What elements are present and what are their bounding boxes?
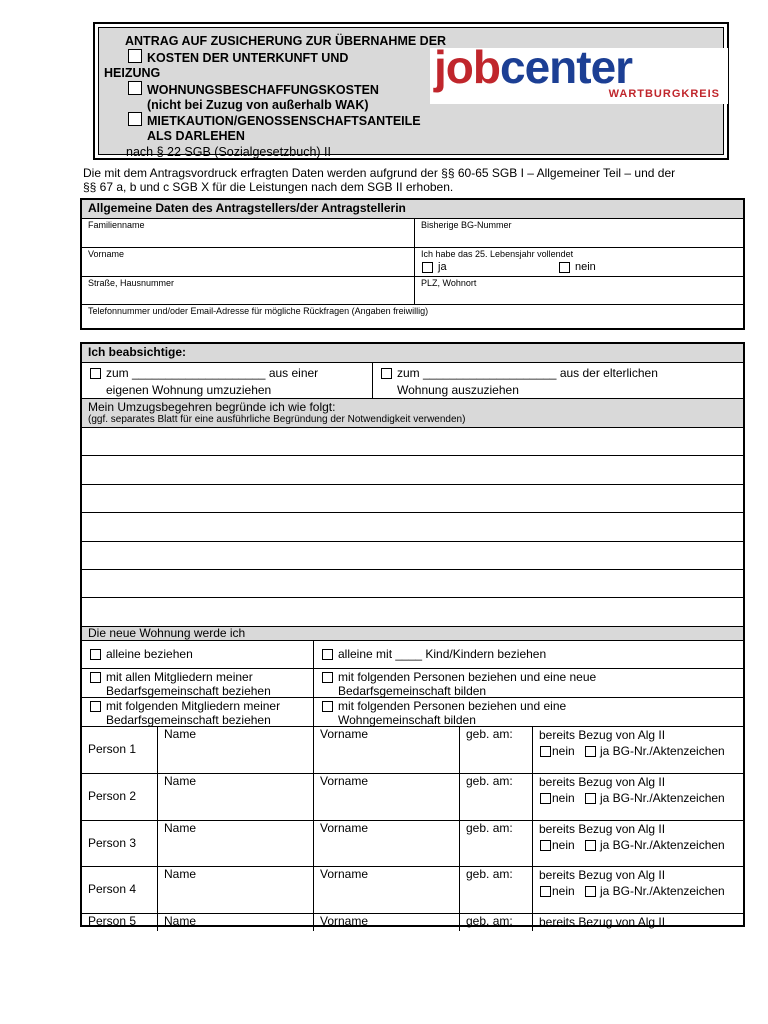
reason-line-5[interactable] xyxy=(82,542,743,570)
label-alleine: alleine beziehen xyxy=(106,647,193,662)
intent-title: Ich beabsichtige: xyxy=(82,344,743,363)
label-neue-bg-a: mit folgenden Personen beziehen und eine neue xyxy=(338,670,597,685)
option-alleine[interactable] xyxy=(82,641,313,668)
person-geb-field[interactable] xyxy=(459,821,532,866)
checkbox-age-ja[interactable] xyxy=(422,262,433,273)
checkbox-bezug-ja[interactable] xyxy=(585,746,596,757)
person-name-label: Name xyxy=(164,867,197,882)
row-familienname xyxy=(82,219,743,248)
intro-line-1: Die mit dem Antragsvordruck erfragten Daten werden aufgrund der §§ 60-65 SGB I – Allgemeiner Teil – und der xyxy=(83,166,676,180)
person-geb-field[interactable] xyxy=(459,914,532,931)
person-label: Person 5 xyxy=(88,914,137,929)
general-data-title: Allgemeine Daten des Antragstellers/der Antragstellerin xyxy=(82,200,743,219)
option-mietkaution: MIETKAUTION/GENOSSENSCHAFTSANTEILE xyxy=(147,114,421,128)
person-geb-label: geb. am: xyxy=(466,821,513,836)
checkbox-wohnungsbeschaffung[interactable] xyxy=(128,81,142,95)
person-name-label: Name xyxy=(164,821,197,836)
person-name-field[interactable] xyxy=(157,914,313,931)
field-strasse[interactable] xyxy=(82,277,414,304)
row-flat-options-1 xyxy=(82,641,743,669)
person-name-label: Name xyxy=(164,774,197,789)
person-bezug-label: bereits Bezug von Alg II xyxy=(539,728,666,743)
person-name-field[interactable] xyxy=(157,867,313,913)
person-name-field[interactable] xyxy=(157,821,313,866)
person-vorname-field[interactable] xyxy=(313,867,459,913)
person-label-cell xyxy=(82,727,157,773)
person-bezug-cell xyxy=(532,727,743,773)
label-familienname: Familienname xyxy=(88,220,145,230)
jobcenter-logo xyxy=(430,41,728,104)
label-age-ja: ja xyxy=(438,261,447,273)
person-vorname-field[interactable] xyxy=(313,727,459,773)
option-wohnungsbeschaffung-note: (nicht bei Zuzug von außerhalb WAK) xyxy=(147,98,369,112)
person-geb-label: geb. am: xyxy=(466,727,513,742)
person-geb-label: geb. am: xyxy=(466,914,513,929)
checkbox-elterliche-wohnung[interactable] xyxy=(381,368,392,379)
label-age-nein: nein xyxy=(575,261,596,273)
person-row xyxy=(82,867,743,914)
person-row xyxy=(82,774,743,821)
person-name-label: Name xyxy=(164,727,197,742)
legal-basis: nach § 22 SGB (Sozialgesetzbuch) II xyxy=(126,145,331,159)
field-familienname[interactable] xyxy=(82,219,414,247)
person-name-label: Name xyxy=(164,914,197,929)
person-label: Person 3 xyxy=(88,836,137,851)
person-bezug-label: bereits Bezug von Alg II xyxy=(539,775,666,790)
person-row xyxy=(82,821,743,867)
option-wohngemeinschaft[interactable] xyxy=(313,698,743,726)
checkbox-bezug-nein[interactable] xyxy=(540,886,551,897)
person-label: Person 4 xyxy=(88,882,137,897)
form-title: ANTRAG AUF ZUSICHERUNG ZUR ÜBERNAHME DER xyxy=(125,34,447,48)
person-label-cell xyxy=(82,867,157,913)
checkbox-wohngemeinschaft[interactable] xyxy=(322,701,333,712)
checkbox-mietkaution[interactable] xyxy=(128,112,142,126)
reason-line-6[interactable] xyxy=(82,570,743,598)
person-bezug-cell xyxy=(532,821,743,866)
option-darlehen: ALS DARLEHEN xyxy=(147,129,245,143)
field-plz[interactable] xyxy=(414,277,743,304)
row-reason-header xyxy=(82,399,743,428)
label-folgende-mitglieder-b: Bedarfsgemeinschaft beziehen xyxy=(106,713,271,728)
field-telefon[interactable] xyxy=(82,305,743,334)
reason-line-3[interactable] xyxy=(82,485,743,513)
person-vorname-field[interactable] xyxy=(313,914,459,931)
person-label: Person 1 xyxy=(88,742,137,757)
person-bezug-ja: ja BG-Nr./Aktenzeichen xyxy=(600,838,725,853)
person-bezug-nein: nein xyxy=(552,744,575,759)
person-vorname-field[interactable] xyxy=(313,821,459,866)
person-vorname-field[interactable] xyxy=(313,774,459,820)
person-vorname-label: Vorname xyxy=(320,774,369,789)
checkbox-folgende-mitglieder[interactable] xyxy=(90,701,101,712)
person-name-field[interactable] xyxy=(157,727,313,773)
person-bezug-label: bereits Bezug von Alg II xyxy=(539,868,666,883)
person-bezug-nein: nein xyxy=(552,838,575,853)
person-geb-label: geb. am: xyxy=(466,867,513,882)
option-neue-bg[interactable] xyxy=(313,669,743,697)
row-vorname xyxy=(82,248,743,277)
label-neue-bg-b: Bedarfsgemeinschaft bilden xyxy=(338,684,487,699)
person-bezug-ja: ja BG-Nr./Aktenzeichen xyxy=(600,791,725,806)
option-alleine-kinder[interactable] xyxy=(313,641,743,668)
intro-text xyxy=(83,166,743,194)
person-row xyxy=(82,914,743,931)
person-bezug-cell xyxy=(532,774,743,820)
person-bezug-ja: ja BG-Nr./Aktenzeichen xyxy=(600,884,725,899)
checkbox-bezug-nein[interactable] xyxy=(540,746,551,757)
person-bezug-label: bereits Bezug von Alg II xyxy=(539,915,666,930)
label-folgende-mitglieder-a: mit folgenden Mitgliedern meiner xyxy=(106,699,281,714)
person-vorname-label: Vorname xyxy=(320,867,369,882)
person-label: Person 2 xyxy=(88,789,137,804)
option-eigene-wohnung[interactable] xyxy=(82,363,372,398)
label-elterliche-wohnung-b: Wohnung auszuziehen xyxy=(397,383,519,397)
option-elterliche-wohnung[interactable] xyxy=(372,363,743,398)
label-elterliche-wohnung-a: zum ____________________ aus der elterlichen xyxy=(397,366,658,380)
field-age xyxy=(414,248,743,276)
checkbox-bezug-ja[interactable] xyxy=(585,886,596,897)
label-strasse: Straße, Hausnummer xyxy=(88,278,175,288)
option-heizung: HEIZUNG xyxy=(104,66,161,80)
label-plz: PLZ, Wohnort xyxy=(421,278,477,288)
checkbox-kosten-unterkunft[interactable] xyxy=(128,49,142,63)
checkbox-eigene-wohnung[interactable] xyxy=(90,368,101,379)
reason-line-4[interactable] xyxy=(82,513,743,541)
label-eigene-wohnung-a: zum ____________________ aus einer xyxy=(106,366,319,380)
person-row xyxy=(82,727,743,774)
option-wohnungsbeschaffung: WOHNUNGSBESCHAFFUNGSKOSTEN xyxy=(147,83,379,97)
person-geb-field[interactable] xyxy=(459,774,532,820)
checkbox-neue-bg[interactable] xyxy=(322,672,333,683)
person-bezug-cell xyxy=(532,914,743,931)
general-data-table xyxy=(80,198,745,330)
person-bezug-label: bereits Bezug von Alg II xyxy=(539,822,666,837)
checkbox-bezug-ja[interactable] xyxy=(585,840,596,851)
checkbox-age-nein[interactable] xyxy=(559,262,570,273)
option-alle-mitglieder[interactable] xyxy=(82,669,313,697)
label-wohngemeinschaft-b: Wohngemeinschaft bilden xyxy=(338,713,476,728)
intro-line-2: §§ 67 a, b und c SGB X für die Leistungen nach dem SGB II erhoben. xyxy=(83,180,454,194)
label-alle-mitglieder-b: Bedarfsgemeinschaft beziehen xyxy=(106,684,271,699)
label-vorname: Vorname xyxy=(88,249,125,259)
label-reason: Mein Umzugsbegehren begründe ich wie folgt: xyxy=(88,400,336,414)
persons-table xyxy=(82,727,743,931)
checkbox-alle-mitglieder[interactable] xyxy=(90,672,101,683)
person-bezug-cell xyxy=(532,867,743,913)
reason-line-7[interactable] xyxy=(82,598,743,627)
label-alle-mitglieder-a: mit allen Mitgliedern meiner xyxy=(106,670,253,685)
person-bezug-ja: ja BG-Nr./Aktenzeichen xyxy=(600,744,725,759)
form-header xyxy=(93,22,729,160)
person-vorname-label: Vorname xyxy=(320,914,369,929)
option-folgende-mitglieder[interactable] xyxy=(82,698,313,726)
checkbox-bezug-nein[interactable] xyxy=(540,840,551,851)
row-strasse xyxy=(82,277,743,305)
row-new-flat-header xyxy=(82,627,743,641)
logo-wordmark xyxy=(434,40,632,94)
person-bezug-nein: nein xyxy=(552,791,575,806)
person-label-cell xyxy=(82,821,157,866)
person-name-field[interactable] xyxy=(157,774,313,820)
label-wohngemeinschaft-a: mit folgenden Personen beziehen und eine xyxy=(338,699,567,714)
intent-table xyxy=(80,342,745,930)
checkbox-alleine-kinder[interactable] xyxy=(322,649,333,660)
person-geb-field[interactable] xyxy=(459,727,532,773)
row-flat-options-3 xyxy=(82,698,743,727)
field-bg-nummer[interactable] xyxy=(414,219,743,247)
person-bezug-nein: nein xyxy=(552,884,575,899)
checkbox-bezug-ja[interactable] xyxy=(585,793,596,804)
label-eigene-wohnung-b: eigenen Wohnung umzuziehen xyxy=(106,383,272,397)
field-vorname[interactable] xyxy=(82,248,414,276)
person-vorname-label: Vorname xyxy=(320,727,369,742)
checkbox-bezug-nein[interactable] xyxy=(540,793,551,804)
label-telefon: Telefonnummer und/oder Email-Adresse für mögliche Rückfragen (Angaben freiwillig) xyxy=(88,306,429,316)
header-panel xyxy=(98,27,724,159)
label-reason-note: (ggf. separates Blatt für eine ausführliche Begründung der Notwendigkeit verwenden) xyxy=(88,414,466,425)
person-vorname-label: Vorname xyxy=(320,821,369,836)
label-new-flat: Die neue Wohnung werde ich xyxy=(88,626,246,641)
label-bg-nummer: Bisherige BG-Nummer xyxy=(421,220,512,230)
person-label-cell xyxy=(82,914,157,931)
person-geb-label: geb. am: xyxy=(466,774,513,789)
row-flat-options-2 xyxy=(82,669,743,698)
reason-line-2[interactable] xyxy=(82,456,743,484)
label-alleine-kinder: alleine mit ____ Kind/Kindern beziehen xyxy=(338,647,547,662)
row-telefon xyxy=(82,305,743,334)
logo-part-center: center xyxy=(499,41,633,93)
checkbox-alleine[interactable] xyxy=(90,649,101,660)
option-kosten-unterkunft: KOSTEN DER UNTERKUNFT UND xyxy=(147,51,349,65)
person-label-cell xyxy=(82,774,157,820)
person-geb-field[interactable] xyxy=(459,867,532,913)
reason-line-1[interactable] xyxy=(82,428,743,456)
logo-part-job: job xyxy=(434,41,500,93)
logo-subtitle: WARTBURGKREIS xyxy=(608,88,720,100)
row-move-options xyxy=(82,363,743,399)
label-age-question: Ich habe das 25. Lebensjahr vollendet xyxy=(421,249,574,259)
